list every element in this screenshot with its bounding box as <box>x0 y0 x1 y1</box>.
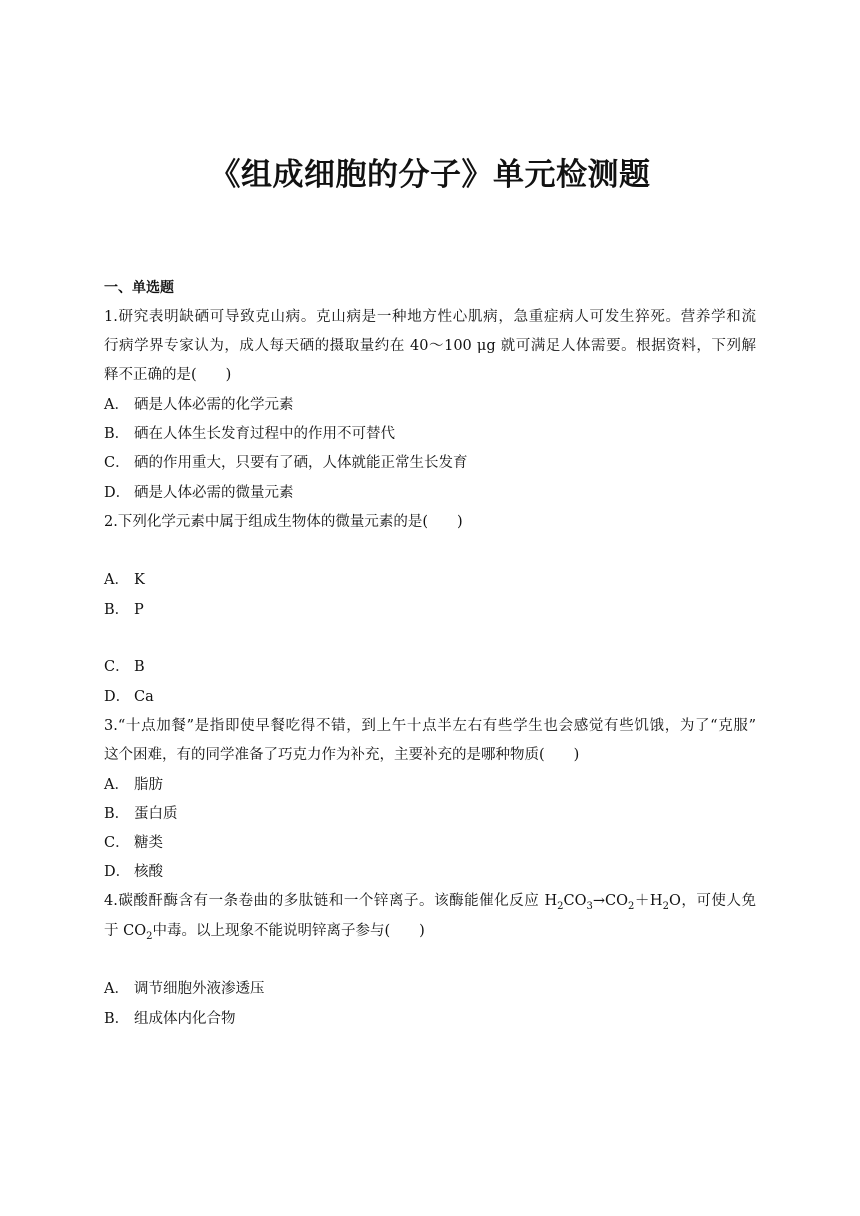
option-letter: B． <box>104 1011 130 1027</box>
option-letter: C． <box>104 835 130 851</box>
question-1-option-d <box>104 482 294 504</box>
subscript: 2 <box>146 930 153 942</box>
question-1-line-1: 1.研究表明缺硒可导致克山病。克山病是一种地方性心肌病，急重症病人可发生猝死。营养学和流 <box>104 309 756 325</box>
option-letter: A． <box>104 981 129 997</box>
question-4-line-1 <box>104 890 756 912</box>
document-title: 《组成细胞的分子》单元检测题 <box>209 157 651 193</box>
option-letter: A． <box>104 397 129 413</box>
question-3-line-1: 3.“十点加餐”是指即使早餐吃得不错，到上午十点半左右有些学生也会感觉有些饥饿，为了“克服” <box>104 718 756 734</box>
option-text: 硒是人体必需的化学元素 <box>134 397 294 413</box>
q4-text-part: ＋H <box>634 893 663 909</box>
option-letter: A． <box>104 777 129 793</box>
q4-text-part: CO <box>563 893 587 909</box>
subscript: 3 <box>586 900 593 912</box>
q4-text-part: 4.碳酸酐酶含有一条卷曲的多肽链和一个锌离子。该酶能催化反应 H <box>104 893 558 909</box>
question-2-line-1: 2.下列化学元素中属于组成生物体的微量元素的是( ) <box>104 514 463 530</box>
q4-text-part: →CO <box>592 893 628 909</box>
option-text: 调节细胞外液渗透压 <box>134 981 265 997</box>
section-heading: 一、单选题 <box>104 280 174 296</box>
option-text: 组成体内化合物 <box>134 1011 236 1027</box>
question-1-option-c <box>104 452 468 474</box>
subscript: 2 <box>557 900 564 912</box>
subscript: 2 <box>662 900 669 912</box>
option-text: 硒的作用重大，只要有了硒，人体就能正常生长发育 <box>134 455 468 471</box>
question-4-line-2 <box>104 920 425 942</box>
option-letter: B． <box>104 602 130 618</box>
option-letter: D． <box>104 864 131 880</box>
question-4-option-b <box>104 1008 236 1030</box>
subscript: 2 <box>627 900 635 912</box>
option-text: 硒是人体必需的微量元素 <box>134 485 294 501</box>
option-text: B <box>134 659 145 675</box>
option-text: 硒在人体生长发育过程中的作用不可替代 <box>134 426 395 442</box>
question-1-line-2: 行病学界专家认为，成人每天硒的摄取量约在 40～100 μg 就可满足人体需要。根据资料，下列解 <box>104 338 756 354</box>
option-letter: C． <box>104 659 130 675</box>
option-letter: D． <box>104 485 131 501</box>
question-2-option-a <box>104 569 145 591</box>
option-text: 脂肪 <box>134 777 163 793</box>
question-1-option-a <box>104 394 294 416</box>
question-2-option-c <box>104 656 145 678</box>
q4-text-part: 中毒。以上现象不能说明锌离子参与( ) <box>152 923 425 939</box>
option-text: 糖类 <box>134 835 163 851</box>
question-3-line-2: 这个困难，有的同学准备了巧克力作为补充，主要补充的是哪种物质( ) <box>104 747 580 763</box>
option-text: 蛋白质 <box>134 806 178 822</box>
question-2-option-b <box>104 599 144 621</box>
q4-text-part: 于 CO <box>104 923 147 939</box>
option-text: Ca <box>134 689 154 705</box>
question-4-option-a <box>104 978 265 1000</box>
question-1-line-3: 释不正确的是( ) <box>104 367 232 383</box>
question-1-option-b <box>104 423 395 445</box>
option-letter: C． <box>104 455 130 471</box>
option-letter: A． <box>104 572 129 588</box>
question-3-option-c <box>104 832 163 854</box>
question-2-option-d <box>104 686 154 708</box>
question-3-option-b <box>104 803 178 825</box>
option-letter: D． <box>104 689 131 705</box>
question-3-option-a <box>104 774 163 796</box>
question-3-option-d <box>104 861 163 883</box>
option-text: K <box>134 572 145 588</box>
option-text: P <box>134 602 144 618</box>
option-text: 核酸 <box>134 864 163 880</box>
q4-text-part: O，可使人免 <box>668 893 756 909</box>
option-letter: B． <box>104 426 130 442</box>
option-letter: B． <box>104 806 130 822</box>
